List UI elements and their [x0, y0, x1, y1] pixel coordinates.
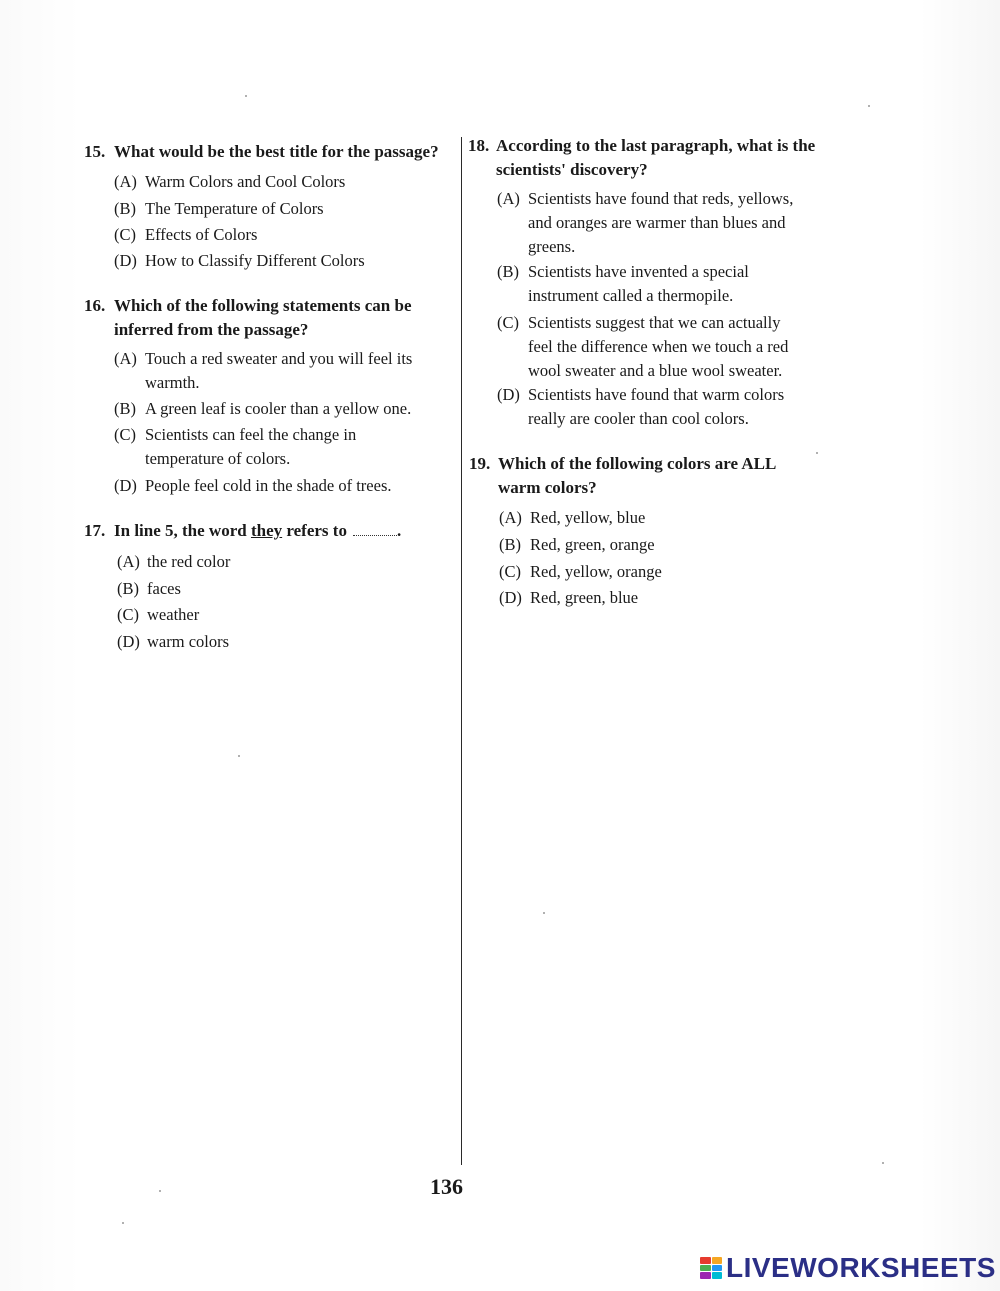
scan-speck: [868, 105, 870, 107]
option-letter: (B): [114, 399, 136, 418]
question-19: [469, 452, 839, 500]
question-18-option-c[interactable]: [497, 311, 788, 383]
option-letter: (C): [114, 425, 136, 444]
question-15-option-b[interactable]: [114, 197, 324, 221]
question-18-option-d[interactable]: [497, 383, 784, 431]
option-text-line-1: Scientists have found that warm colors: [528, 385, 785, 404]
scan-speck: [238, 755, 240, 757]
option-letter: (D): [499, 588, 522, 607]
question-17-option-b[interactable]: [117, 577, 181, 601]
question-number: 15.: [84, 142, 106, 161]
question-stem-line-1: According to the last paragraph, what is the: [496, 136, 816, 155]
option-text-line-2: temperature of colors.: [145, 449, 291, 468]
option-letter: (A): [499, 508, 522, 527]
logo-block: [712, 1257, 723, 1264]
option-text: warm colors: [147, 632, 230, 651]
option-text-line-2: really are cooler than cool colors.: [528, 409, 749, 428]
question-15-option-d[interactable]: [114, 249, 365, 273]
option-letter: (A): [114, 349, 137, 368]
question-16-option-b[interactable]: [114, 397, 411, 421]
option-text: weather: [147, 605, 200, 624]
question-18: [468, 134, 838, 182]
logo-block: [700, 1272, 711, 1279]
option-letter: (C): [499, 562, 521, 581]
question-17: [84, 519, 454, 543]
liveworksheets-logo: [700, 1254, 996, 1282]
option-text-line-2: feel the difference when we touch a red: [528, 337, 789, 356]
question-15: [84, 140, 454, 164]
option-letter: (D): [117, 632, 140, 651]
question-15-option-c[interactable]: [114, 223, 257, 247]
scan-speck: [882, 1162, 884, 1164]
option-text: Red, yellow, orange: [530, 562, 662, 581]
scan-speck: [245, 95, 247, 97]
answer-blank: [353, 523, 397, 536]
question-stem-after: refers to: [286, 521, 347, 540]
question-17-option-a[interactable]: [117, 550, 230, 574]
option-text: A green leaf is cooler than a yellow one.: [145, 399, 412, 418]
question-16: [84, 294, 454, 342]
option-letter: (A): [497, 189, 520, 208]
question-stem-line-2: inferred from the passage?: [114, 320, 309, 339]
question-stem-before: In line 5, the word: [114, 521, 247, 540]
question-18-option-b[interactable]: [497, 260, 749, 308]
option-text-line-1: Touch a red sweater and you will feel its: [145, 349, 413, 368]
scan-speck: [816, 452, 818, 454]
option-letter: (A): [114, 172, 137, 191]
option-text: Red, green, blue: [530, 588, 639, 607]
option-letter: (C): [497, 313, 519, 332]
option-text-line-2: instrument called a thermopile.: [528, 286, 734, 305]
option-text: Warm Colors and Cool Colors: [145, 172, 346, 191]
option-letter: (C): [117, 605, 139, 624]
option-letter: (D): [497, 385, 520, 404]
logo-text: LIVEWORKSHEETS: [726, 1252, 996, 1283]
option-text: the red color: [147, 552, 231, 571]
question-16-option-c[interactable]: [114, 423, 356, 471]
question-19-option-b[interactable]: [499, 533, 655, 557]
logo-block: [700, 1265, 711, 1272]
question-stem-end: .: [396, 521, 402, 540]
option-letter: (B): [497, 262, 519, 281]
option-text: Red, green, orange: [530, 535, 655, 554]
question-17-option-d[interactable]: [117, 630, 229, 654]
question-15-option-a[interactable]: [114, 170, 345, 194]
question-stem-line-2: scientists' discovery?: [496, 160, 648, 179]
page-number: 136: [430, 1174, 463, 1199]
underlined-word: they: [250, 521, 283, 540]
option-letter: (B): [117, 579, 139, 598]
scan-speck: [122, 1222, 124, 1224]
option-letter: (C): [114, 225, 136, 244]
question-number: 18.: [468, 136, 490, 155]
logo-block: [712, 1272, 723, 1279]
question-stem-line-1: Which of the following colors are ALL: [498, 454, 777, 473]
question-16-option-a[interactable]: [114, 347, 412, 395]
question-stem: What would be the best title for the passage?: [114, 142, 439, 161]
option-text-line-2: warmth.: [145, 373, 200, 392]
option-letter: (A): [117, 552, 140, 571]
option-text-line-2: and oranges are warmer than blues and: [528, 213, 786, 232]
question-19-option-d[interactable]: [499, 586, 638, 610]
question-number: 16.: [84, 296, 106, 315]
option-text: faces: [147, 579, 181, 598]
scan-speck: [159, 1190, 161, 1192]
option-text-line-1: Scientists suggest that we can actually: [528, 313, 781, 332]
question-18-option-a[interactable]: [497, 187, 793, 259]
option-text: Red, yellow, blue: [530, 508, 646, 527]
question-number: 19.: [469, 454, 491, 473]
scan-speck: [543, 912, 545, 914]
option-text: Effects of Colors: [145, 225, 258, 244]
option-text-line-3: wool sweater and a blue wool sweater.: [528, 361, 783, 380]
option-text: How to Classify Different Colors: [145, 251, 365, 270]
question-stem-line-1: Which of the following statements can be: [114, 296, 412, 315]
option-text-line-1: Scientists have found that reds, yellows,: [528, 189, 794, 208]
question-19-option-a[interactable]: [499, 506, 645, 530]
option-letter: (B): [499, 535, 521, 554]
question-19-option-c[interactable]: [499, 560, 662, 584]
option-letter: (D): [114, 251, 137, 270]
question-number: 17.: [84, 521, 106, 540]
option-text: People feel cold in the shade of trees.: [145, 476, 392, 495]
logo-mark-icon: [700, 1257, 722, 1279]
question-stem-line-2: warm colors?: [498, 478, 597, 497]
option-text-line-1: Scientists have invented a special: [528, 262, 749, 281]
option-text-line-1: Scientists can feel the change in: [145, 425, 357, 444]
question-16-option-d[interactable]: [114, 474, 392, 498]
option-text: The Temperature of Colors: [145, 199, 324, 218]
column-divider: [461, 137, 462, 1165]
option-text-line-3: greens.: [528, 237, 576, 256]
logo-block: [712, 1265, 723, 1272]
option-letter: (B): [114, 199, 136, 218]
question-17-option-c[interactable]: [117, 603, 199, 627]
option-letter: (D): [114, 476, 137, 495]
logo-block: [700, 1257, 711, 1264]
